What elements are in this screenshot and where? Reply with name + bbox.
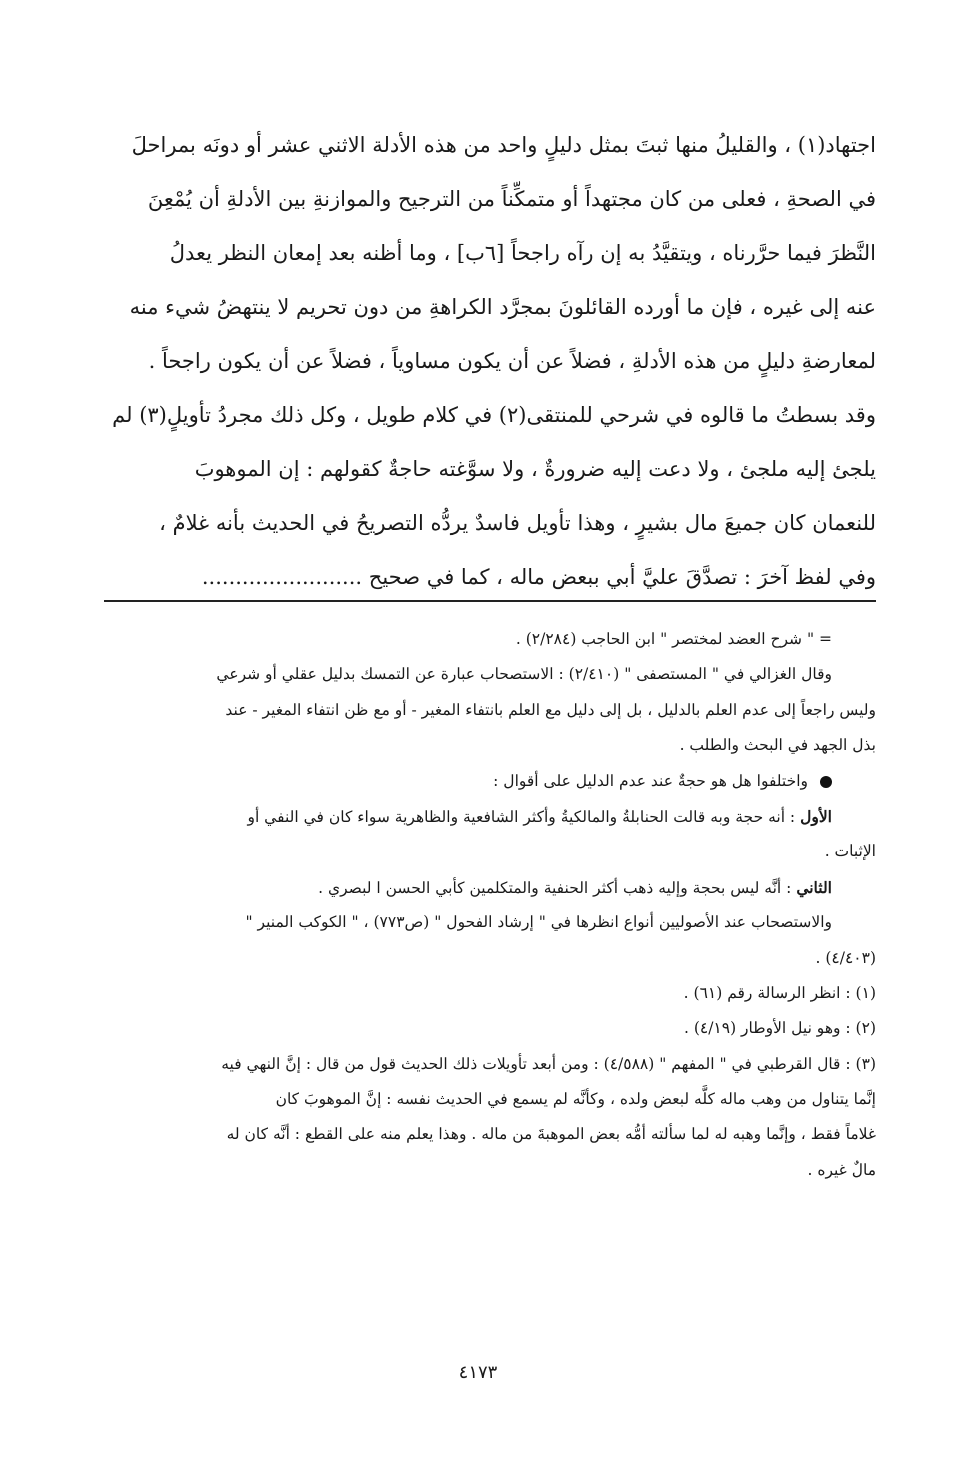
note-ghazali-line-3: بذل الجهد في البحث والطلب . — [679, 736, 876, 755]
main-line-4: عنه إلى غيره ، فإن ما أورده القائلونَ بمجرَّد الكراهةِ من دون تحريم لا ينتهضُ شيء منه — [129, 295, 876, 319]
first-opinion-label: الأول — [800, 806, 832, 826]
main-body-text — [104, 118, 876, 604]
main-line-8: للنعمان كان جميعَ مال بشيرٍ ، وهذا تأويل فاسدٌ يردُّه التصريحُ في الحديث بأنه غلامٌ ، — [159, 511, 876, 535]
main-line-6: وقد بسطتُ ما قالوه في شرحي للمنتقى(٢) في كلام طويل ، وكل ذلك مجردُ تأويلٍ(٣) لم — [112, 403, 876, 427]
footnote-1: (١) : انظر الرسالة رقم (٦١) . — [683, 983, 876, 1002]
main-line-2: في الصحةِ ، فعلى من كان مجتهداً أو متمكِّناً من الترجيح والموازنةِ بين الأدلةِ أن يُمْعِنَ — [147, 187, 876, 211]
footnote-2: (٢) : وهو نيل الأوطار (٤/١٩) . — [683, 1019, 876, 1038]
bullet-icon — [820, 776, 832, 788]
main-line-1: اجتهاد(١) ، والقليلُ منها ثبتَ بمثل دليلٍ واحد من هذه الأدلة الاثني عشر أو دونَه بمراحلَ — [131, 133, 876, 157]
main-line-9: وفي لفظ آخرَ : تصدَّقَ عليَّ أبي ببعض ماله ، كما في صحيح ........................ — [201, 565, 876, 589]
note-bullet-line — [104, 764, 876, 799]
note-second-opinion-line — [104, 870, 876, 905]
note-istishab-line-1: والاستصحاب عند الأصوليين أنواع انظرها في " إرشاد الفحول " (ص٧٧٣) ، " الكوكب المنير " — [245, 913, 832, 932]
note-continuation: = " شرح العضد لمختصر " ابن الحاجب (٢/٢٨٤) . — [515, 630, 832, 648]
note-ghazali-line-2: وليس راجعاً إلى عدم العلم بالدليل ، بل إلى دليل مع العلم بانتفاء المغير - أو مع ظن انتفاء المغير - عند — [225, 700, 876, 719]
second-opinion-text: : أنَّه ليس بحجة وإليه ذهب أكثر الحنفية والمتكلمين كأبي الحسن ا لبصري . — [318, 878, 792, 897]
note-first-opinion-line-2: الإثبات . — [824, 842, 876, 861]
footnote-separator-rule — [104, 600, 876, 602]
footnote-3-line-1: (٣) : قال القرطبي في " المفهم " (٤/٥٨٨) : ومن أبعد تأويلات ذلك الحديث قول من قال : إنَّ النهي فيه — [221, 1054, 876, 1073]
second-opinion-label: الثاني — [796, 877, 832, 897]
footnote-3-line-2: إنَّما يتناول من وهب ماله كلَّه لبعض ولده ، وكأنَّه لم يسمع في الحديث نفسه : إنَّ الموهوبَ كان — [275, 1090, 876, 1109]
footnote-3-line-4: مالٌ غيره . — [807, 1160, 876, 1179]
main-line-5: لمعارضةِ دليلٍ من هذه الأدلةِ ، فضلاً عن أن يكون مساوياً ، فضلاً عن أن يكون راجحاً . — [148, 349, 876, 373]
note-first-opinion-line-1 — [104, 799, 876, 834]
footnotes-section — [104, 622, 876, 1188]
note-bullet-text: واختلفوا هل هو حجةٌ عند عدم الدليل على أقوال : — [493, 771, 808, 790]
main-line-3: النَّظرَ فيما حرَّرناه ، ويتقيَّدُ به إن رآه راجحاً [٦ب] ، وما أظنه بعد إمعان النظر يعدلُ — [169, 241, 876, 265]
page-number: ٤١٧٣ — [458, 1362, 498, 1383]
main-line-7: يلجئ إليه ملجئ ، ولا دعت إليه ضرورةٌ ، ولا سوَّغته حاجةٌ كقولهم : إن الموهوبَ — [194, 457, 876, 481]
first-opinion-text: : أنه حجة وبه قالت الحنابلةُ والمالكيةُ وأكثر الشافعية والظاهرية سواء كان في النفي أو — [247, 807, 796, 826]
note-istishab-line-2: (٤/٤٠٣) . — [815, 948, 876, 967]
footnote-3-line-3: غلاماً فقط ، وإنَّما وهبه له لما سألته أمُّه بعض الموهبةَ من ماله . وهذا يعلم منه على القطع : أنَّه كان له — [226, 1125, 876, 1144]
note-ghazali-line-1: وقال الغزالي في " المستصفى " (٢/٤١٠) : الاستصحاب عبارة عن التمسك بدليل عقلي أو شرعي — [216, 665, 832, 684]
